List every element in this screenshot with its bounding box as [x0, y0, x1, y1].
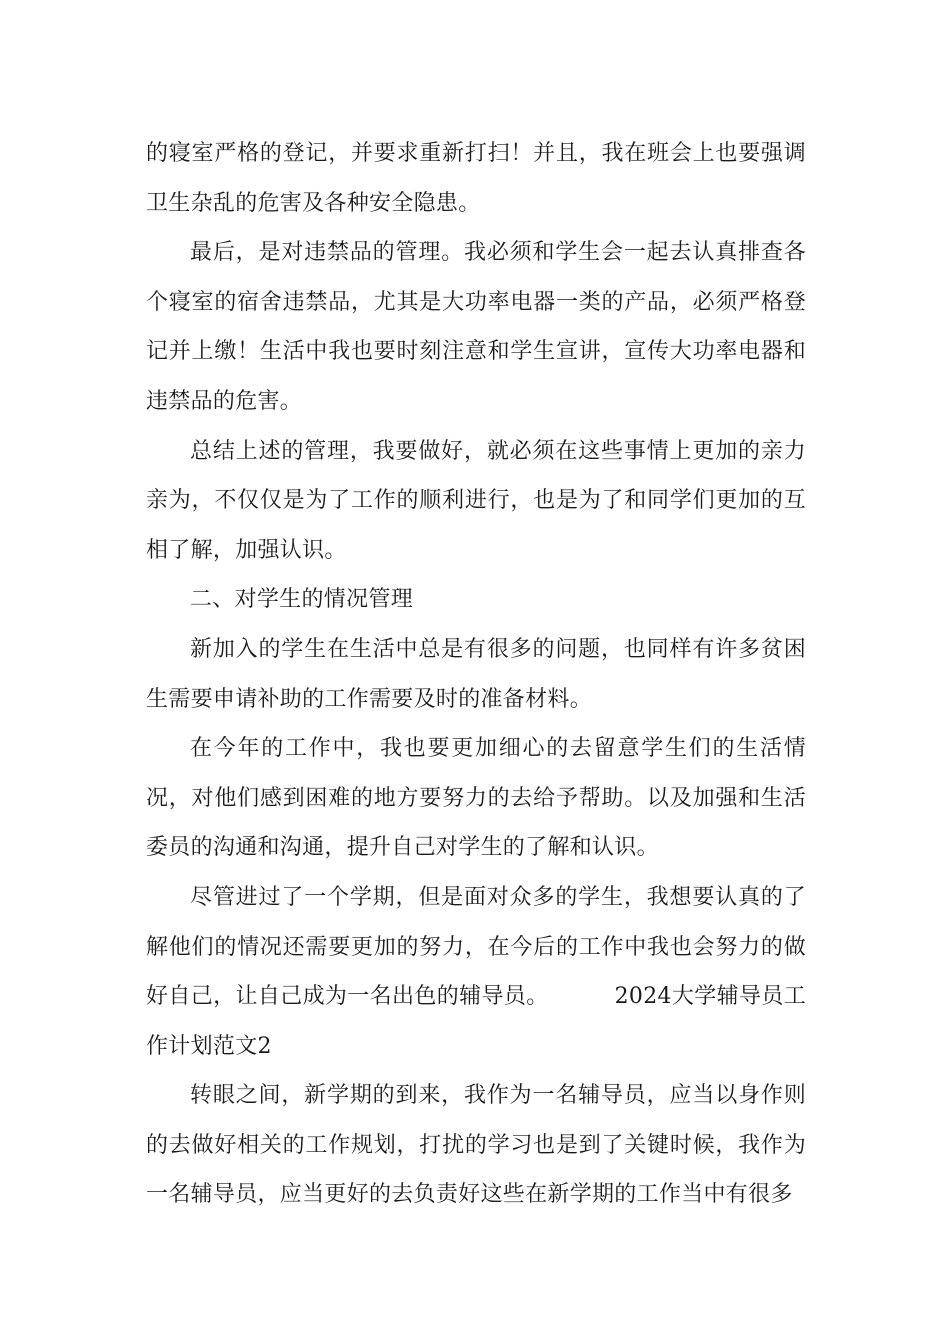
paragraph-contraband: 最后，是对违禁品的管理。我必须和学生会一起去认真排查各个寝室的宿舍违禁品，尤其是大功率电器一类的产品，必须严格登记并上缴！生活中我也要时刻注意和学生宣讲，宣传大功率电器和违禁品的危害。	[146, 240, 806, 414]
paragraph-semester-text: 尽管进过了一个学期，但是面对众多的学生，我想要认真的了解他们的情况还需要更加的努力，在今后的工作中我也会努力的做好自己，让自己成为一名出色的辅导员。	[146, 884, 806, 1010]
paragraph-new-students: 新加入的学生在生活中总是有很多的问题，也同样有许多贫困生需要申请补助的工作需要及时的准备材料。	[146, 636, 806, 712]
paragraph-semester	[146, 873, 806, 1071]
paragraph-this-year: 在今年的工作中，我也要更加细心的去留意学生们的生活情况，对他们感到困难的地方要努力的去给予帮助。以及加强和生活委员的沟通和沟通，提升自己对学生的了解和认识。	[146, 736, 806, 861]
article-heading-2: 2024大学辅导员工作计划范文2	[146, 984, 806, 1059]
paragraph-summary: 总结上述的管理，我要做好，就必须在这些事情上更加的亲力亲为，不仅仅是为了工作的顺利进行，也是为了和同学们更加的互相了解，加强认识。	[146, 438, 806, 563]
paragraph-hygiene-continued: 的寝室严格的登记，并要求重新打扫！并且，我在班会上也要强调卫生杂乱的危害及各种安全隐患。	[146, 141, 806, 216]
section-heading-student-management: 二、对学生的情况管理	[190, 587, 414, 613]
paragraph-new-semester: 转眼之间，新学期的到来，我作为一名辅导员，应当以身作则的去做好相关的工作规划，打扰的学习也是到了关键时候，我作为一名辅导员，应当更好的去负责好这些在新学期的工作当中有很多	[146, 1083, 806, 1208]
document-body	[146, 129, 806, 1220]
